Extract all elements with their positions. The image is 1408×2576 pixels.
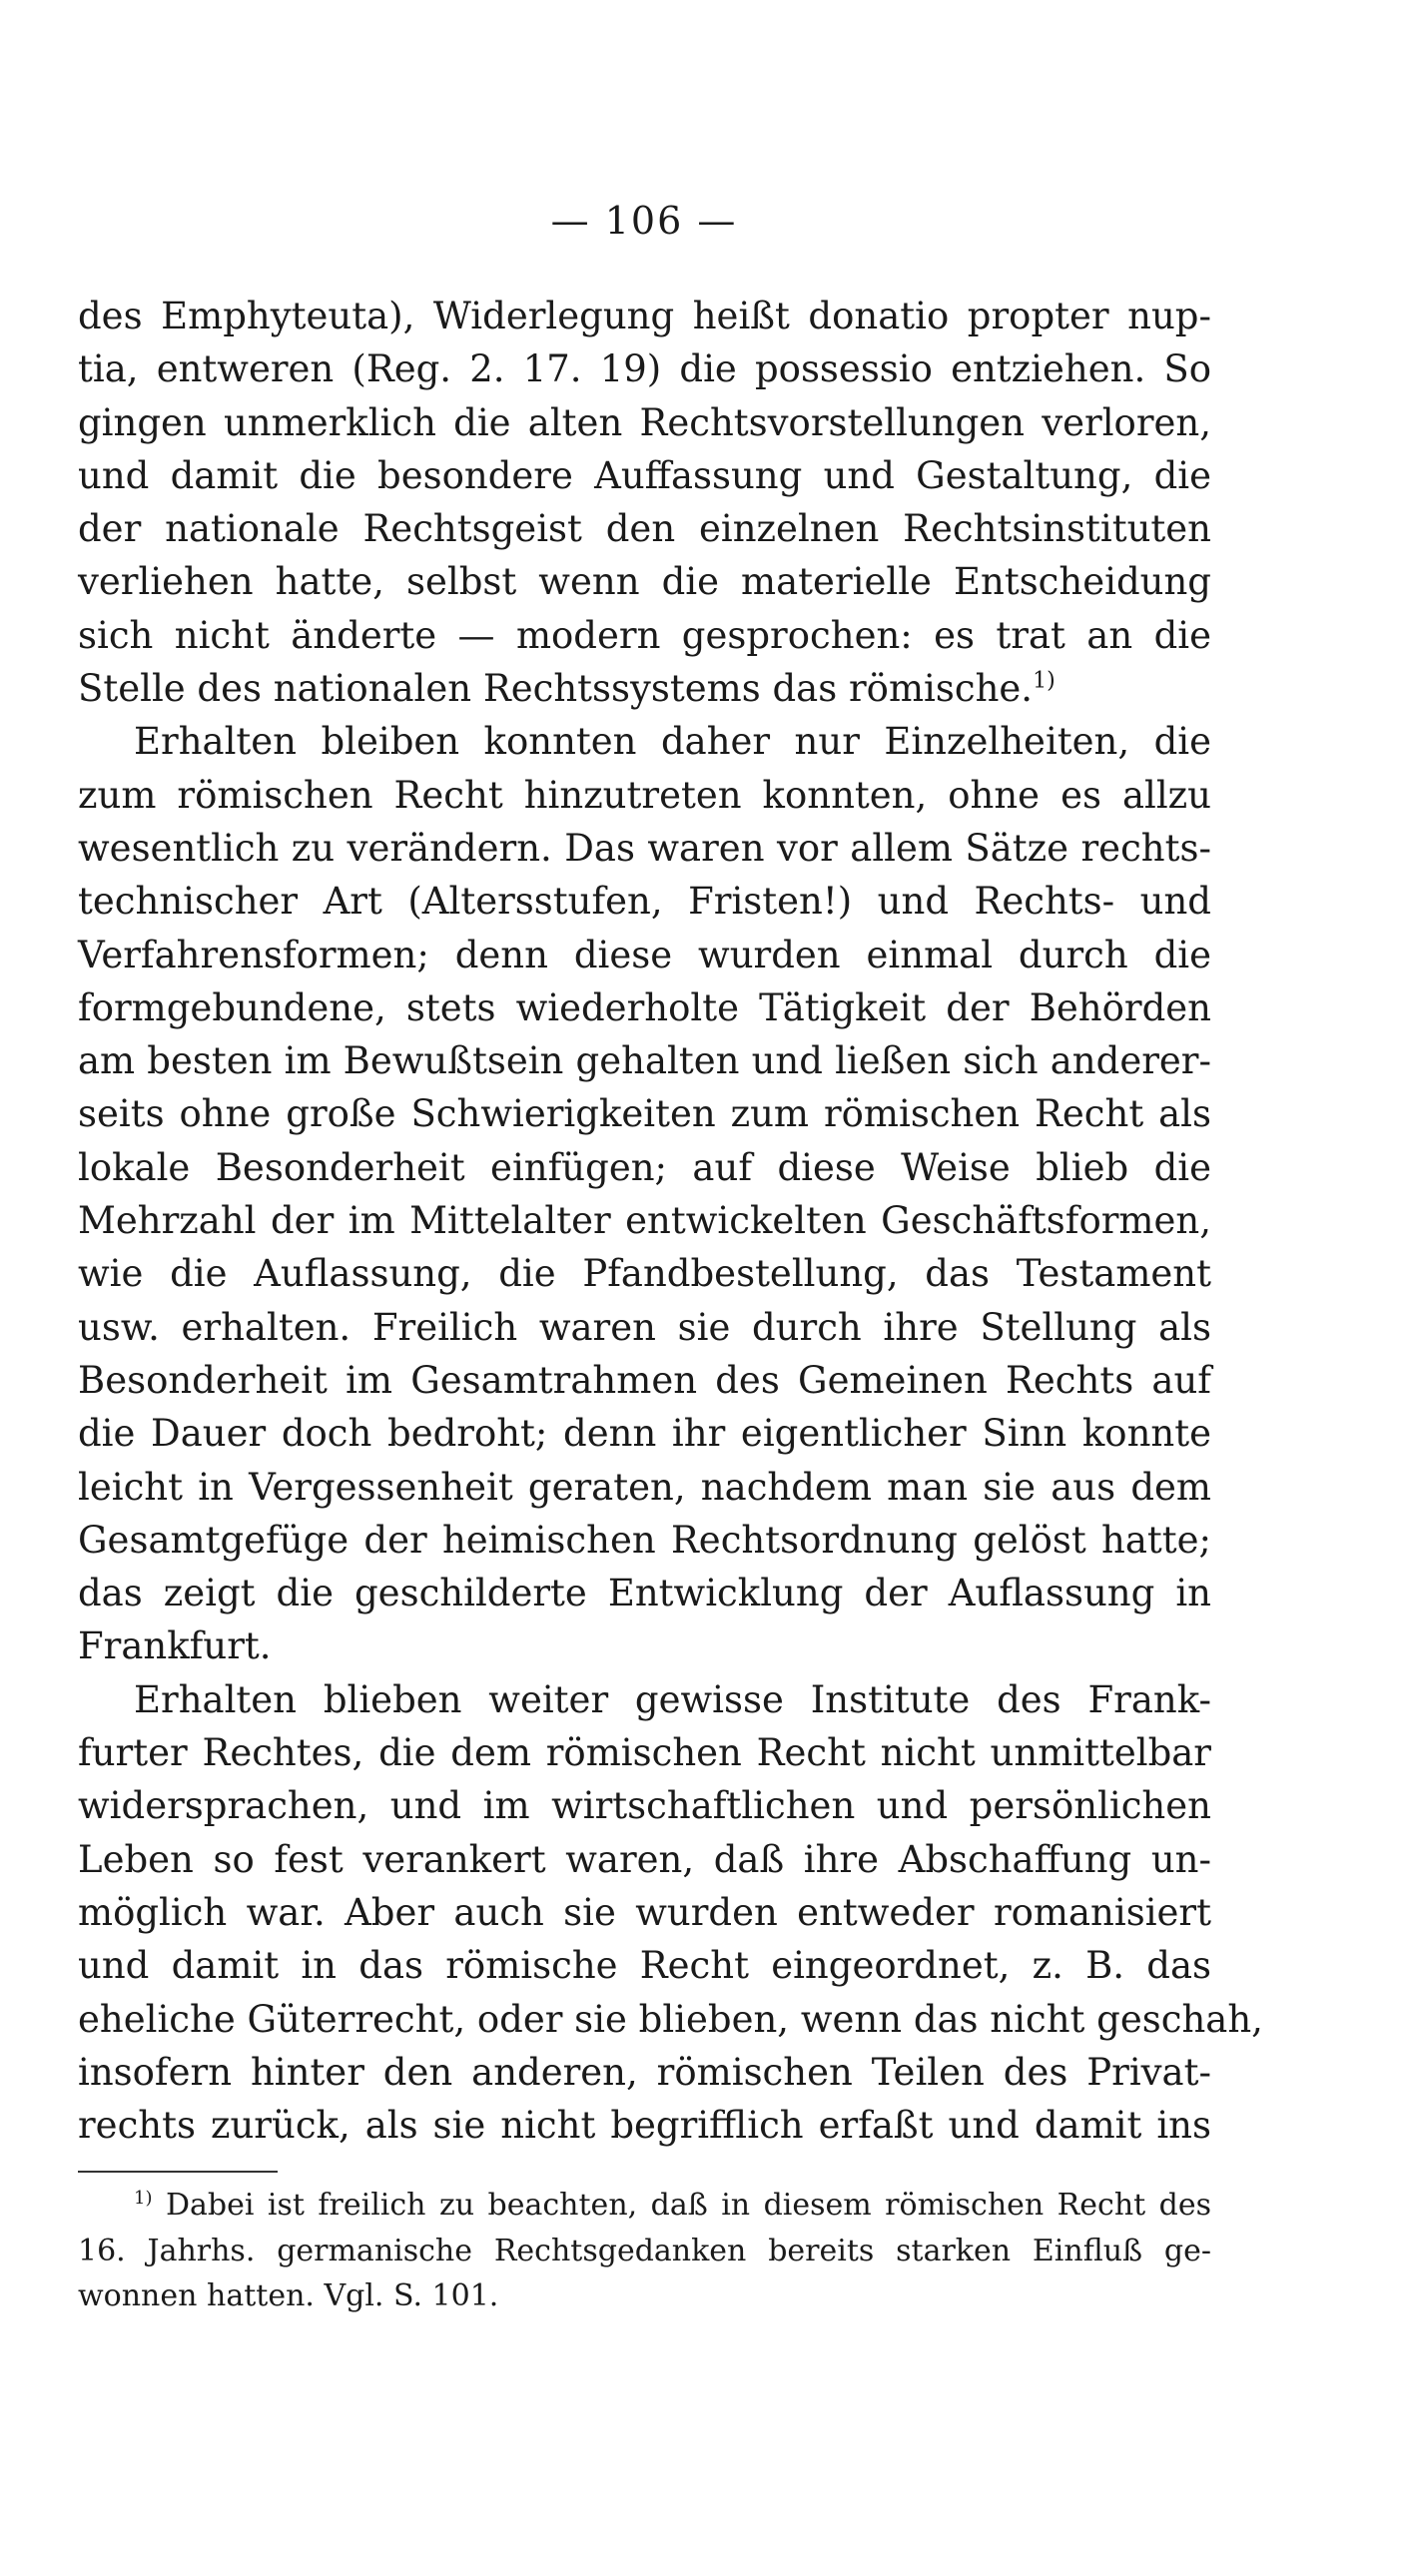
text-line: tia, entweren (Reg. 2. 17. 19) die possessio entziehen. So (78, 347, 1211, 391)
text-line: des Emphyteuta), Widerlegung heißt donatio propter nup- (78, 295, 1211, 337)
text-line (78, 662, 1211, 715)
text-line: usw. erhalten. Freilich waren sie durch ihre Stellung als (78, 1305, 1211, 1349)
footnote-reference: 1) (1033, 667, 1056, 694)
text-line: gingen unmerklich die alten Rechtsvorstellungen verloren, (78, 400, 1211, 444)
text-line: wie die Auflassung, die Pfandbestellung, das Testament (78, 1252, 1211, 1296)
text-line: am besten im Bewußtsein gehalten und ließen sich anderer- (78, 1039, 1211, 1083)
text-line: wesentlich zu verändern. Das waren vor allem Sätze rechts- (78, 826, 1211, 870)
text-line: und damit in das römische Recht eingeordnet, z. B. das (78, 1944, 1211, 1988)
text-line: seits ohne große Schwierigkeiten zum römischen Recht als (78, 1092, 1211, 1136)
text-line: Leben so fest verankert waren, daß ihre Abschaffung un- (78, 1837, 1211, 1881)
footnote-marker: 1) (134, 2188, 153, 2209)
paragraph-3 (78, 1673, 1263, 2153)
text-line: Mehrzahl der im Mittelalter entwickelten Geschäftsformen, (78, 1199, 1211, 1243)
text-line: Erhalten blieben weiter gewisse Institute des Frank- (134, 1677, 1211, 1721)
text-line: insofern hinter den anderen, römischen Teilen des Privat- (78, 2050, 1211, 2094)
text-line: zum römischen Recht hinzutreten konnten, ohne es allzu (78, 773, 1211, 817)
footnote (78, 2183, 1211, 2319)
text-line: Erhalten bleiben konnten daher nur Einzelheiten, die (134, 720, 1211, 764)
text-line: Frankfurt. (78, 1624, 272, 1668)
text-line: eheliche Güterrecht, oder sie blieben, wenn das nicht geschah, (78, 1997, 1263, 2041)
paragraph-2 (78, 715, 1211, 1672)
text-line: lokale Besonderheit einfügen; auf diese Weise blieb die (78, 1145, 1211, 1189)
body-text (78, 290, 1263, 2152)
text-line: technischer Art (Altersstufen, Fristen!) und Rechts- und (78, 880, 1211, 924)
text-line: formgebundene, stets wiederholte Tätigkeit der Behörden (78, 985, 1211, 1029)
text-line: der nationale Rechtsgeist den einzelnen Rechtsinstituten (78, 507, 1211, 551)
footnote-line (78, 2183, 1211, 2229)
text-line: furter Rechtes, die dem römischen Recht nicht unmittelbar (78, 1731, 1211, 1775)
text-line: die Dauer doch bedroht; denn ihr eigentlicher Sinn konnte (78, 1412, 1211, 1456)
footnote-line: 16. Jahrhs. germanische Rechtsgedanken bereits starken Einfluß ge- (78, 2233, 1211, 2268)
text-line: rechts zurück, als sie nicht begrifflich erfaßt und damit ins (78, 2104, 1211, 2148)
text-line: verliehen hatte, selbst wenn die materielle Entscheidung (78, 560, 1211, 604)
text-line: Besonderheit im Gesamtrahmen des Gemeinen Rechts auf (78, 1358, 1211, 1402)
text-line: Verfahrensformen; denn diese wurden einmal durch die (78, 933, 1211, 976)
text-line: widersprachen, und im wirtschaftlichen und persönlichen (78, 1784, 1211, 1828)
text-line-content: Stelle des nationalen Rechtssystems das römische. (78, 667, 1034, 711)
text-line: sich nicht änderte — modern gesprochen: es trat an die (78, 613, 1211, 657)
paragraph-1 (78, 290, 1211, 715)
footnote-line-content: Dabei ist freilich zu beachten, daß in diesem römischen Recht des (165, 2188, 1212, 2223)
text-line: und damit die besondere Auffassung und Gestaltung, die (78, 453, 1211, 497)
footnote-divider (78, 2171, 278, 2173)
text-line: möglich war. Aber auch sie wurden entweder romanisiert (78, 1890, 1211, 1934)
text-line: das zeigt die geschilderte Entwicklung der Auflassung in (78, 1572, 1211, 1615)
footnote-line: wonnen hatten. Vgl. S. 101. (78, 2278, 499, 2313)
text-line: Gesamtgefüge der heimischen Rechtsordnung gelöst hatte; (78, 1518, 1211, 1562)
page-number: — 106 — (550, 199, 738, 243)
text-line: leicht in Vergessenheit geraten, nachdem man sie aus dem (78, 1465, 1211, 1509)
